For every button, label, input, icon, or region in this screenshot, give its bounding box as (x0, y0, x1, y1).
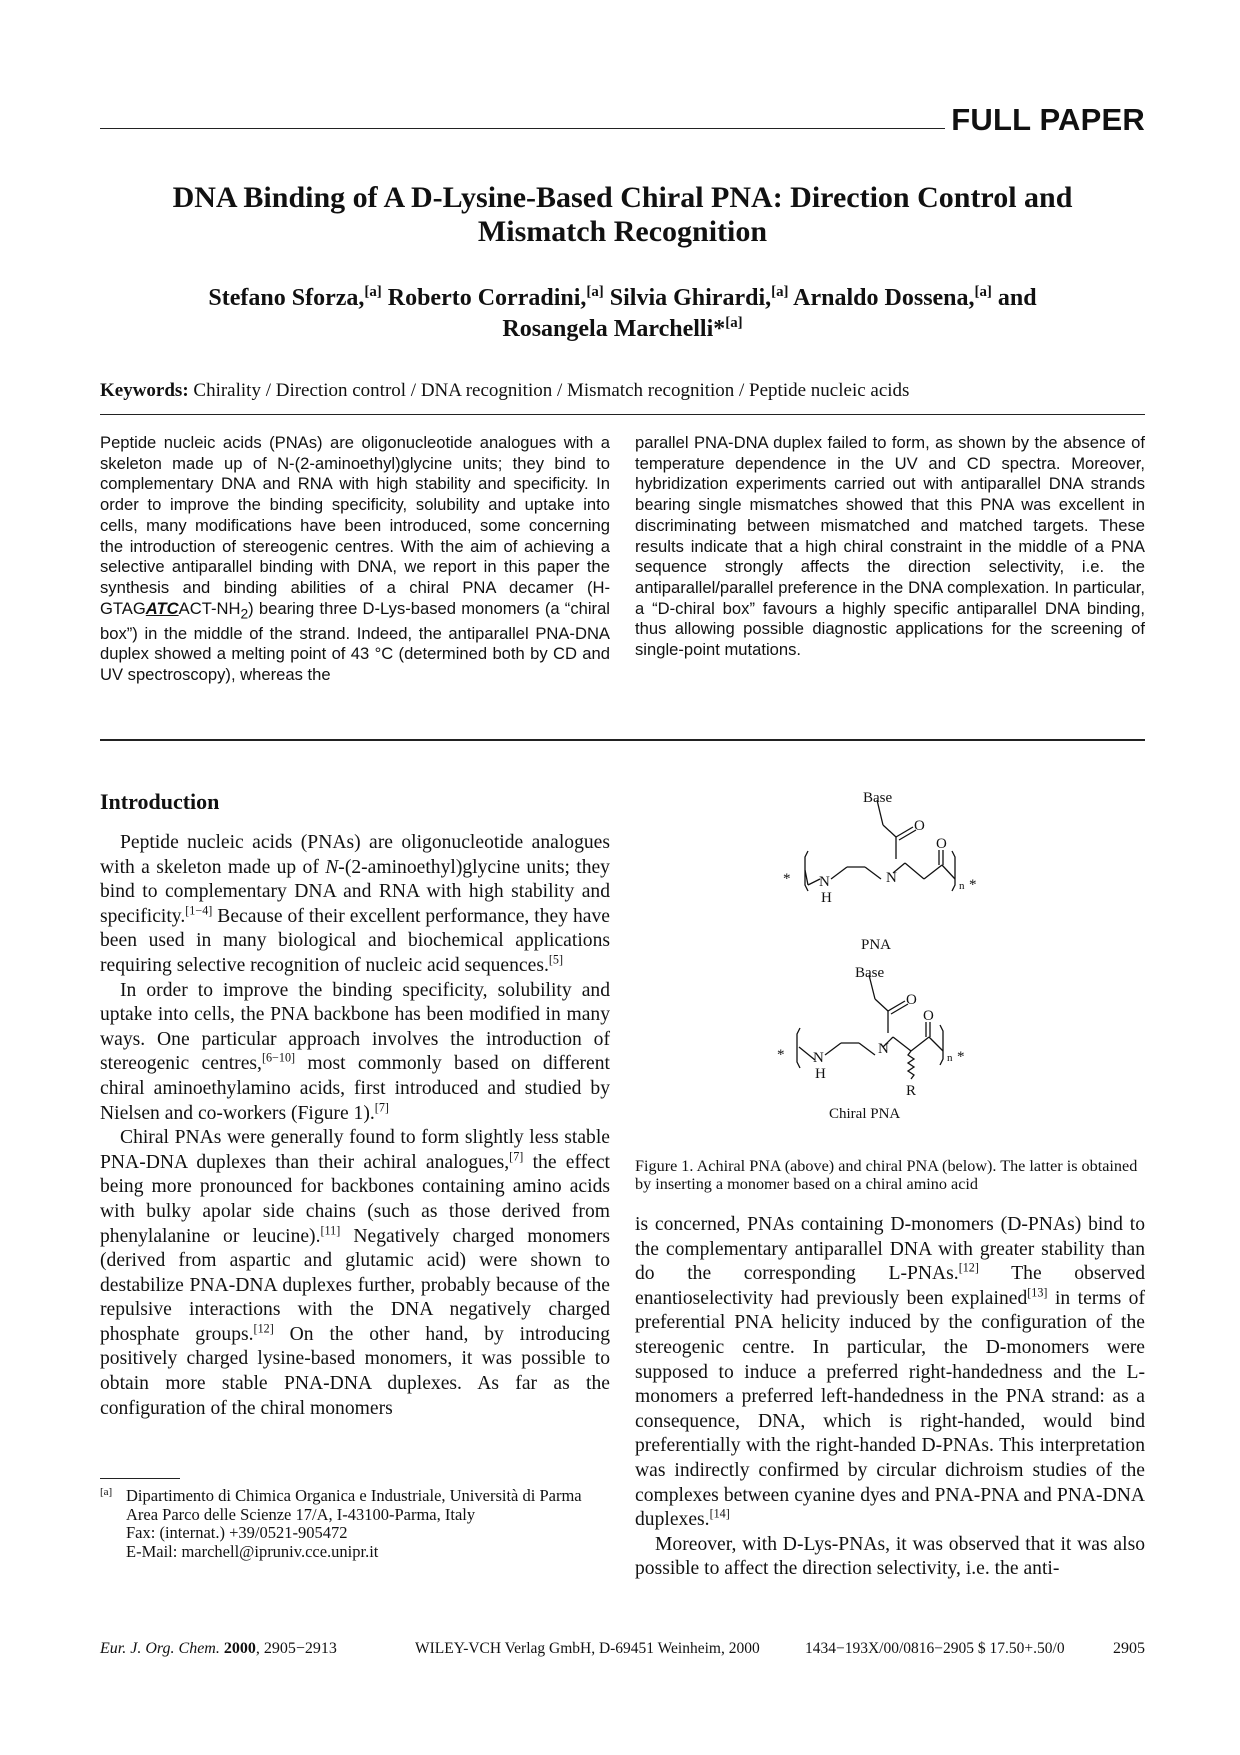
author-conjunction: and (997, 285, 1037, 311)
top-base-label: Base (863, 790, 893, 806)
affiliation-mark: [a] (364, 283, 382, 300)
title-d-prefix: D (411, 181, 433, 214)
atom-o: O (936, 836, 947, 852)
star-right: * (957, 1049, 965, 1065)
journal-citation (100, 1640, 337, 1658)
journal-pages: , 2905−2913 (255, 1640, 337, 1657)
affiliation-mark: [a] (771, 283, 789, 300)
abstract-d-prefix: D (657, 598, 670, 618)
citation: [1−4] (185, 903, 213, 918)
author-name: Roberto Corradini, (387, 285, 587, 311)
journal-year: 2000 (223, 1640, 256, 1657)
citation: [7] (509, 1149, 524, 1164)
subscript-n: n (959, 880, 965, 892)
affiliation-mark: [a] (974, 283, 992, 300)
top-structure-label: PNA (861, 937, 892, 953)
atom-n: N (819, 874, 830, 890)
abstract-text: Peptide nucleic acids (PNAs) are oligonucleotide analogues with a skeleton made up of N-(2-aminoethyl)glycine units; they bind to complementary DNA and RNA with high stability and specificity. In order to improve the binding specificity, solubility and uptake into cells, many modifications have been introduced, some concerning the introduction of stereogenic centres. With the aim of achieving a selective antiparallel binding with DNA, we report in this paper the synthesis and binding abilities of a chiral PNA decamer (H-GTAG (100, 433, 610, 618)
section-heading-introduction: Introduction (100, 789, 220, 814)
atom-r: R (906, 1083, 917, 1099)
footnote-line: Dipartimento di Chimica Organica e Industriale, Università di Parma (126, 1486, 582, 1505)
abstract-text: ACT-NH (178, 598, 241, 618)
affiliation-mark: [a] (725, 314, 743, 331)
journal-name: Eur. J. Org. Chem. (100, 1640, 220, 1657)
atom-h: H (821, 890, 832, 906)
figure-1-structures (765, 785, 1025, 1155)
title-line-2: Mismatch Recognition (477, 215, 768, 248)
paragraph: is concerned, PNAs containing D-monomers (D-PNAs) bind to the complementary antiparallel DNA with greater stability than do the corresponding L-PNAs.[12] The observed enantioselectivity had previously been explained[13] in terms of preferential PNA helicity induced by the configuration of the stereogenic centre. In particular, the D-monomers were supposed to induce a preferred right-handedness and the L-monomers a preferred left-handedness in the PNA strand: as a consequence, DNA, which is right-handed, would bind preferentially with the right-handed D-PNAs. This interpretation was indirectly confirmed by circular dichroism studies of the complexes between cyanine dyes and PNA-PNA and PNA-DNA duplexes.[14] (635, 1214, 1145, 1531)
author-name: Rosangela Marchelli* (502, 316, 726, 342)
title-part: -Lysine-Based Chiral PNA: Direction Control and (432, 181, 1073, 214)
footnote-line: E-Mail: marchell@ipruniv.cce.unipr.it (126, 1541, 379, 1561)
keywords-rule (100, 414, 1145, 415)
affiliation-mark: [a] (586, 283, 604, 300)
abstract-text: -Lys-based monomers (a “chiral box”) in the middle of the strand. Indeed, the antiparallel PNA-DNA duplex showed a melting point of 43 °C (determined both by CD and UV spectroscopy), whereas the (100, 598, 610, 685)
author-name: Stefano Sforza, (208, 285, 365, 311)
abstract-text: ) bearing three (248, 598, 363, 618)
title-part: DNA Binding of A (172, 181, 411, 214)
header-rule (100, 128, 945, 129)
citation: [13] (1027, 1285, 1048, 1300)
paragraph: Chiral PNAs were generally found to form slightly less stable PNA-DNA duplexes than their achiral analogues,[7] the effect being more pronounced for backbones containing amino acids with bulky apolar side chains (such as those derived from phenylalanine or leucine).[11] Negatively charged monomers (derived from aspartic and glutamic acid) were shown to destabilize PNA-DNA duplexes further, probably because of the repulsive interactions with the DNA negatively charged phosphate groups.[12] On the other hand, by introducing positively charged lysine-based monomers, it was possible to obtain more stable PNA-DNA duplexes. As far as the configuration of the chiral monomers (100, 1127, 610, 1419)
atom-o: O (914, 818, 925, 834)
body-left-column (100, 831, 610, 1421)
footnote-line: Area Parco delle Scienze 17/A, I-43100-Parma, Italy (126, 1504, 476, 1524)
atom-n: N (886, 870, 897, 886)
section-label: FULL PAPER (951, 102, 1145, 137)
bottom-structure-label: Chiral PNA (829, 1106, 901, 1122)
affiliation-footnote (100, 1487, 612, 1561)
paper-title (100, 181, 1145, 249)
atom-o: O (906, 992, 917, 1008)
citation: [6−10] (261, 1050, 296, 1065)
footnote-mark: [a] (100, 1486, 113, 1498)
paragraph: Moreover, with D-Lys-PNAs, it was observed that it was also possible to affect the direction selectivity, i.e. the anti- (635, 1533, 1145, 1580)
abstract-text: parallel PNA-DNA duplex failed to form, as shown by the absence of temperature dependence in the UV and CD spectra. Moreover, hybridization experiments carried out with antiparallel DNA strands bearing single mismatches showed that this PNA was excellent in discriminating between mismatched and matched targets. These results indicate that a high chiral constraint in the middle of a PNA sequence strongly affects the direction selectivity, i.e. the antiparallel/parallel preference in the DNA complexation. In particular, a “ (635, 433, 1145, 618)
citation: [12] (253, 1321, 274, 1336)
page-number: 2905 (1113, 1640, 1145, 1657)
abstract-text: -chiral box” favours a highly specific antiparallel DNA binding, thus allowing possible diagnostic applications for the screening of single-point mutations. (635, 598, 1145, 660)
subscript-n: n (947, 1052, 953, 1064)
atom-o: O (923, 1008, 934, 1024)
publisher: WILEY-VCH Verlag GmbH, D-69451 Weinheim, 2000 (415, 1640, 760, 1657)
star-left: * (783, 871, 791, 887)
body-right-column (635, 1213, 1145, 1582)
author-list (100, 283, 1145, 345)
citation: [12] (958, 1260, 979, 1275)
abstract-chiral-box-sequence: ATC (145, 598, 179, 618)
star-right: * (969, 877, 977, 893)
keywords (100, 378, 1145, 404)
abstract-left-column (100, 433, 610, 686)
star-left: * (777, 1047, 785, 1063)
issn: 1434−193X/00/0816−2905 $ 17.50+.50/0 (805, 1640, 1065, 1657)
citation: [5] (548, 952, 563, 967)
footnote-line: Fax: (internat.) +39/0521-905472 (126, 1523, 348, 1542)
bottom-base-label: Base (855, 965, 885, 981)
footnote-rule (100, 1478, 180, 1479)
paragraph: Peptide nucleic acids (PNAs) are oligonucleotide analogues with a skeleton made up of N-(2-aminoethyl)glycine units; they bind to complementary DNA and RNA with high stability and specificity.[1−4] Because of their excellent performance, they have been used in many biological and biochemical applications requiring selective recognition of nucleic acid sequences.[5] (100, 832, 610, 976)
keywords-label: Keywords: (100, 380, 189, 401)
keywords-text: Chirality / Direction control / DNA recognition / Mismatch recognition / Peptide nucleic acids (193, 380, 910, 401)
figure-caption: Figure 1. Achiral PNA (above) and chiral PNA (below). The latter is obtained by inserting a monomer based on a chiral amino acid (635, 1157, 1138, 1193)
author-name: Arnaldo Dossena, (793, 285, 975, 311)
atom-n: N (813, 1050, 824, 1066)
abstract-subscript: 2 (240, 604, 249, 621)
citation: [14] (709, 1506, 730, 1521)
citation: [11] (320, 1222, 341, 1237)
atom-n: N (878, 1041, 889, 1057)
abstract-rule (100, 739, 1145, 741)
paragraph: In order to improve the binding specificity, solubility and uptake into cells, the PNA backbone has been modified in many ways. One particular approach involves the introduction of stereogenic centres,[6−10] most commonly based on different chiral aminoethylamino acids, first introduced and studied by Nielsen and co-workers (Figure 1).[7] (100, 979, 610, 1124)
abstract-d-prefix: D (362, 598, 375, 618)
citation: [7] (374, 1100, 389, 1114)
abstract-right-column (635, 433, 1145, 661)
atom-h: H (815, 1066, 826, 1082)
author-name: Silvia Ghirardi, (609, 285, 772, 311)
